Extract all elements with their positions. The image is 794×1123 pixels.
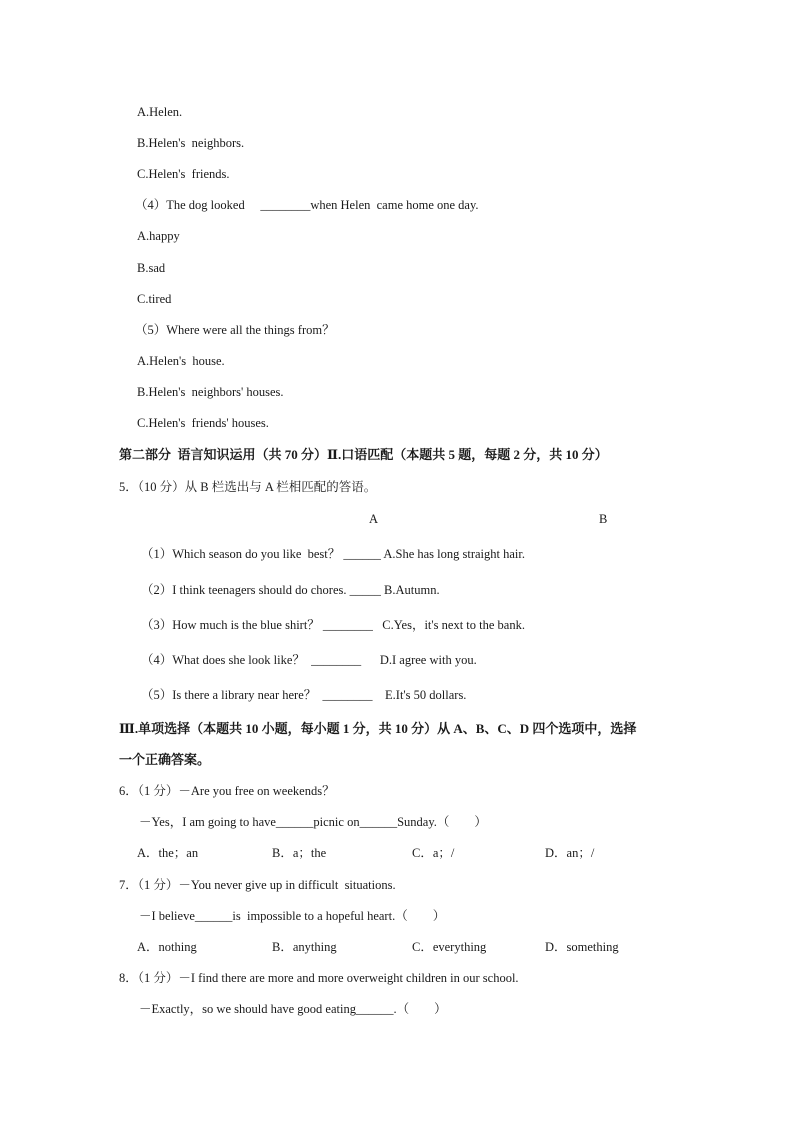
column-a-label: A [369, 512, 379, 526]
question-6-stem: 6．（1 分）－Are you free on weekends？ [119, 784, 335, 798]
q3-option-a: A.Helen. [137, 105, 183, 119]
q6-option-b: B．a；the [272, 846, 327, 860]
part3-heading-line2: 一个正确答案。 [119, 752, 211, 767]
question-6-line2: －Yes，I am going to have______picnic on______Sunday.（ ） [139, 815, 487, 829]
q3-option-b: B.Helen's neighbors. [137, 136, 245, 150]
q3-option-c: C.Helen's friends. [137, 167, 230, 181]
question-7-stem: 7．（1 分）－You never give up in difficult situations. [119, 878, 396, 892]
match-item-5: （5）Is there a library near here？ ________ E.It's 50 dollars. [141, 688, 467, 702]
question-7-line2: －I believe______is impossible to a hopeful heart.（ ） [139, 909, 446, 923]
q5-option-b: B.Helen's neighbors' houses. [137, 385, 284, 399]
match-item-1: （1）Which season do you like best？ ______ A.She has long straight hair. [141, 547, 525, 561]
question-5-title: 5．（10 分）从 B 栏选出与 A 栏相匹配的答语。 [119, 480, 377, 494]
part2-heading: 第二部分 语言知识运用（共 70 分）Ⅱ.口语匹配（本题共 5 题，每题 2 分，共 10 分） [119, 447, 608, 462]
q7-option-c: C．everything [412, 940, 487, 954]
q6-option-a: A．the；an [137, 846, 199, 860]
q4-option-a: A.happy [137, 229, 180, 243]
q5-stem: （5）Where were all the things from？ [135, 323, 335, 337]
part3-heading-line1: Ⅲ.单项选择（本题共 10 小题，每小题 1 分，共 10 分）从 A、B、C、D 四个选项中，选择 [119, 721, 637, 736]
q4-option-b: B.sad [137, 261, 166, 275]
match-item-4: （4）What does she look like？ ________ D.I agree with you. [141, 653, 477, 667]
q5-option-a: A.Helen's house. [137, 354, 225, 368]
question-8-stem: 8．（1 分）－I find there are more and more overweight children in our school. [119, 971, 519, 985]
q4-option-c: C.tired [137, 292, 172, 306]
q6-option-c: C．a；/ [412, 846, 455, 860]
q7-option-a: A．nothing [137, 940, 197, 954]
match-item-3: （3）How much is the blue shirt？ ________ C.Yes，it's next to the bank. [141, 618, 525, 632]
match-item-2: （2）I think teenagers should do chores. _____ B.Autumn. [141, 583, 440, 597]
column-b-label: B [599, 512, 608, 526]
q6-option-d: D．an；/ [545, 846, 595, 860]
q7-option-d: D．something [545, 940, 619, 954]
q7-option-b: B．anything [272, 940, 337, 954]
question-8-line2: －Exactly，so we should have good eating______.（ ） [139, 1002, 447, 1016]
q5-option-c: C.Helen's friends' houses. [137, 416, 269, 430]
q4-stem: （4）The dog looked ________when Helen came home one day. [135, 198, 479, 212]
